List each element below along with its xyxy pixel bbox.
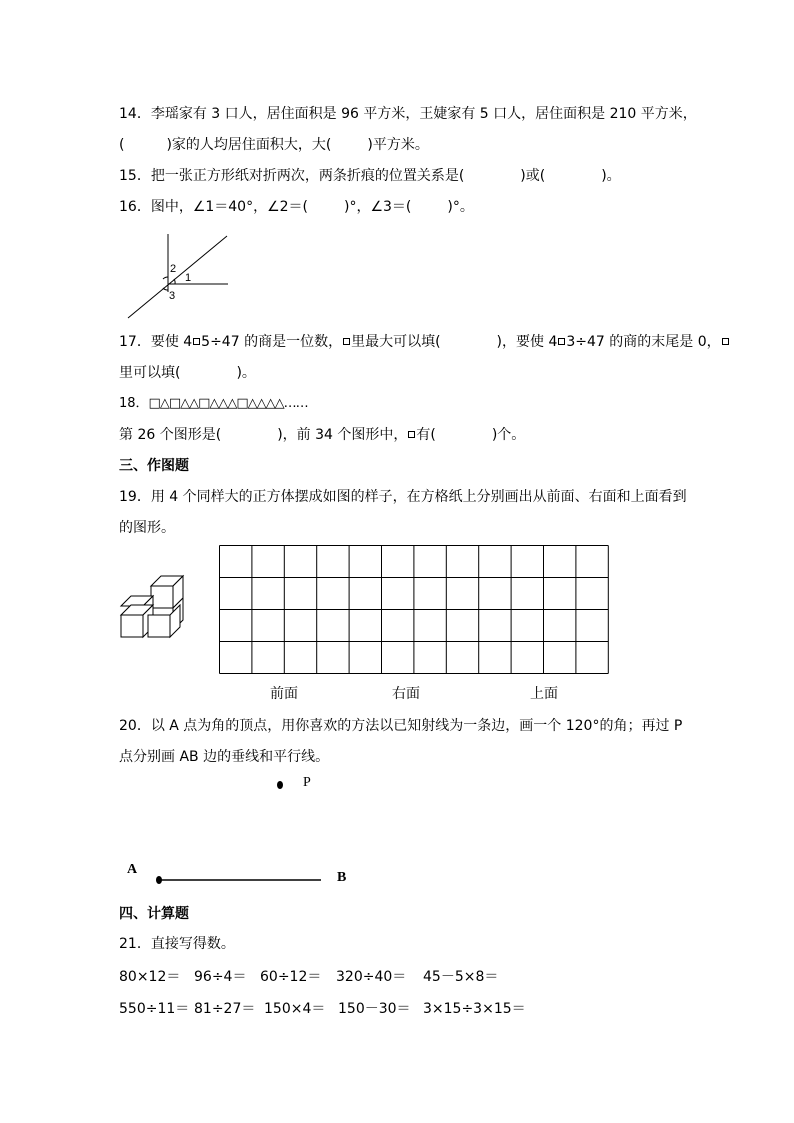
box-placeholder (558, 338, 565, 345)
q17-line2: 里可以填( )。 (119, 365, 256, 381)
angle-label-3: 3 (169, 290, 176, 302)
q15-line: 15．把一张正方形纸对折两次，两条折痕的位置关系是( )或( )。 (119, 168, 621, 184)
box-placeholder (722, 338, 729, 345)
q14-line1: 14．李瑶家有 3 口人，居住面积是 96 平方米，王婕家有 5 口人，居住面积是 210 平方米， (119, 106, 697, 122)
box-placeholder (408, 431, 415, 438)
point-b-label: B (337, 870, 347, 885)
math-item[interactable]: 3×15÷3×15＝ (423, 1001, 526, 1017)
q20-line2: 点分别画 AB 边的垂线和平行线。 (119, 749, 330, 765)
cube-front-face (148, 615, 170, 637)
section-title-calculation: 四、计算题 (119, 906, 189, 922)
math-item[interactable]: 150×4＝ (264, 1001, 326, 1017)
point-p[interactable] (270, 775, 320, 795)
angle-label-2: 2 (170, 263, 177, 275)
q19-line2: 的图形。 (119, 520, 175, 536)
angle1-arc (174, 279, 175, 284)
section-title-drawing: 三、作图题 (119, 458, 189, 474)
math-item[interactable]: 45－5×8＝ (423, 969, 499, 985)
box-placeholder (193, 338, 200, 345)
point-a-label: A (127, 862, 138, 877)
math-item[interactable]: 80×12＝ (119, 969, 181, 985)
q21-row2 (119, 998, 526, 1018)
math-item[interactable]: 320÷40＝ (336, 969, 407, 985)
math-item[interactable]: 150－30＝ (338, 1001, 411, 1017)
cubes-figure (118, 572, 188, 644)
slanted-line (128, 236, 227, 318)
math-item[interactable]: 96÷4＝ (194, 969, 247, 985)
math-item[interactable]: 81÷27＝ (194, 1001, 256, 1017)
ray-ab[interactable] (150, 872, 330, 888)
math-item[interactable]: 550÷11＝ (119, 1001, 190, 1017)
grid-paper[interactable] (219, 545, 609, 675)
angle3-arc (163, 288, 168, 290)
q16-line: 16．图中，∠1＝40°，∠2＝( )°，∠3＝( )°。 (119, 199, 474, 215)
cube-front-face (121, 615, 143, 637)
angle-label-1: 1 (185, 272, 192, 284)
angle2-arc (163, 277, 168, 279)
cube-front-face (151, 586, 173, 608)
grid-label-front: 前面 (270, 686, 298, 702)
q19-line1: 19．用 4 个同样大的正方体摆成如图的样子，在方格纸上分别画出从前面、右面和上面看到 (119, 489, 687, 505)
q21-row1 (119, 966, 498, 986)
grid-label-top: 上面 (530, 686, 558, 702)
point-p-dot (277, 781, 283, 789)
shape-sequence: □△□△△□△△△□△△△△…… (148, 396, 308, 411)
q17-line1: 17．要使 4 5÷47 的商是一位数， 里最大可以填( )，要使 4 3÷47 的商的末尾是 0， (119, 332, 730, 352)
box-placeholder (343, 338, 350, 345)
q14-line2: ( )家的人均居住面积大，大( )平方米。 (119, 137, 429, 153)
grid-label-right: 右面 (392, 686, 420, 702)
angle-figure (125, 232, 235, 322)
q20-line1: 20．以 A 点为角的顶点，用你喜欢的方法以已知射线为一条边，画一个 120°的角；再过 P (119, 718, 683, 734)
q21-title: 21．直接写得数。 (119, 936, 235, 952)
q18-line1: 18．□△□△△□△△△□△△△△…… (119, 396, 308, 411)
point-p-label: P (303, 775, 311, 790)
q18-line2: 第 26 个图形是( )，前 34 个图形中， 有( )个。 (119, 427, 526, 443)
math-item[interactable]: 60÷12＝ (260, 969, 322, 985)
